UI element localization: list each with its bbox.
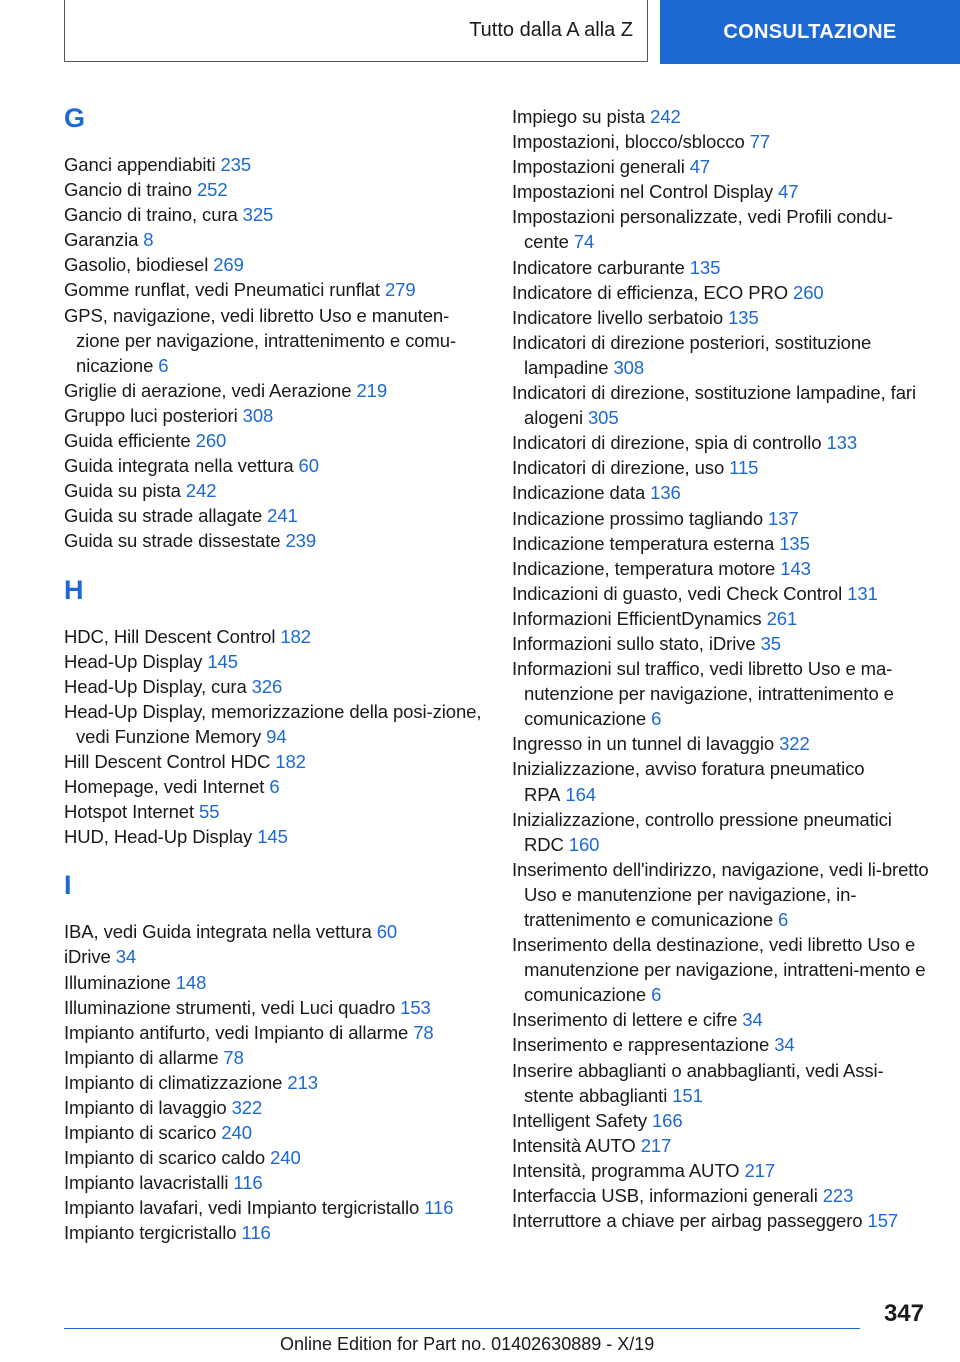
page-link[interactable]: 34 bbox=[742, 1009, 763, 1031]
page-link[interactable]: 326 bbox=[251, 675, 283, 697]
entry-term: Indicatori di direzione, spia di controllo bbox=[512, 432, 822, 454]
page-link[interactable]: 239 bbox=[285, 530, 317, 552]
entry-term: Impianto di allarme bbox=[64, 1046, 219, 1068]
page-link[interactable]: 6 bbox=[651, 984, 662, 1006]
entry-term: iDrive bbox=[64, 946, 111, 968]
entry-term: Guida su strade allagate bbox=[64, 505, 263, 527]
page-link[interactable]: 217 bbox=[744, 1159, 776, 1181]
index-entry bbox=[64, 824, 484, 849]
index-entry bbox=[64, 674, 484, 699]
index-entry bbox=[512, 606, 932, 631]
page-link[interactable]: 240 bbox=[221, 1122, 252, 1144]
index-entry bbox=[512, 506, 932, 531]
entry-term: Garanzia bbox=[64, 229, 139, 251]
page-link[interactable]: 60 bbox=[298, 455, 319, 477]
entry-term: Intensità, programma AUTO bbox=[512, 1159, 740, 1181]
entry-term: Head-Up Display, memorizzazione della posi-zione, vedi Funzione Memory bbox=[64, 700, 482, 747]
entry-term: Impianto lavacristalli bbox=[64, 1172, 229, 1194]
index-entry bbox=[64, 277, 484, 302]
page-link[interactable]: 116 bbox=[233, 1172, 263, 1194]
page-link[interactable]: 74 bbox=[573, 231, 595, 253]
entry-term: Indicazioni di guasto, vedi Check Control bbox=[512, 582, 843, 604]
entry-term: Illuminazione strumenti, vedi Luci quadro bbox=[64, 996, 396, 1018]
entry-term: Gancio di traino bbox=[64, 179, 192, 201]
chapter-tab[interactable]: CONSULTAZIONE bbox=[660, 0, 960, 64]
entry-term: Hotspot Internet bbox=[64, 801, 195, 823]
page-link[interactable]: 60 bbox=[376, 921, 398, 943]
page-link[interactable]: 217 bbox=[640, 1134, 672, 1156]
entry-term: Informazioni sul traffico, vedi libretto Uso e ma-nutenzione per navigazione, intrattenimento e comunicazione bbox=[512, 658, 894, 730]
page-link[interactable]: 135 bbox=[689, 256, 721, 278]
entry-term: Impostazioni generali bbox=[512, 156, 685, 178]
index-entry bbox=[512, 204, 932, 254]
entry-term: Indicazione temperatura esterna bbox=[512, 532, 775, 554]
index-entry bbox=[64, 1045, 484, 1070]
entry-term: HUD, Head-Up Display bbox=[64, 826, 253, 848]
entry-term: Griglie di aerazione, vedi Aerazione bbox=[64, 379, 352, 401]
entry-term: IBA, vedi Guida integrata nella vettura bbox=[64, 921, 372, 943]
entry-term: Intelligent Safety bbox=[512, 1109, 647, 1131]
page-link[interactable]: 269 bbox=[213, 254, 244, 276]
page-link[interactable]: 135 bbox=[728, 306, 759, 328]
entry-term: Impianto di lavaggio bbox=[64, 1097, 227, 1118]
index-entry bbox=[64, 1095, 484, 1120]
entry-term: Intensità AUTO bbox=[512, 1134, 636, 1156]
page-link[interactable]: 213 bbox=[287, 1071, 318, 1093]
entry-term: Gasolio, biodiesel bbox=[64, 254, 209, 276]
page-link[interactable]: 252 bbox=[196, 179, 228, 201]
entry-term: Informazioni sullo stato, iDrive bbox=[512, 632, 756, 654]
entry-term: Inserimento e rappresentazione bbox=[512, 1034, 770, 1056]
entry-term: Illuminazione bbox=[64, 971, 171, 993]
index-entry bbox=[64, 227, 484, 252]
entry-term: Inserimento della destinazione, vedi libretto Uso e manutenzione per navigazione, intratteni-mento e comunicazione bbox=[512, 934, 926, 1006]
page-link[interactable]: 166 bbox=[651, 1109, 683, 1131]
index-entry bbox=[512, 305, 932, 330]
page-link[interactable]: 308 bbox=[242, 404, 274, 426]
entry-term: Inizializzazione, avviso foratura pneumatico RPA bbox=[512, 758, 865, 805]
page-link[interactable]: 148 bbox=[175, 971, 207, 993]
index-column-left bbox=[64, 100, 484, 1246]
index-entry bbox=[512, 154, 932, 179]
page-link[interactable]: 115 bbox=[729, 457, 759, 479]
entry-term: Homepage, vedi Internet bbox=[64, 776, 265, 798]
page-link[interactable]: 94 bbox=[266, 725, 287, 747]
page-link[interactable]: 242 bbox=[650, 106, 681, 127]
index-entry bbox=[64, 1070, 484, 1095]
page-link[interactable]: 35 bbox=[760, 632, 781, 654]
entry-term: Indicatore livello serbatoio bbox=[512, 306, 724, 328]
index-entry bbox=[64, 1170, 484, 1195]
index-entry bbox=[64, 453, 484, 478]
index-entry bbox=[512, 179, 932, 204]
page-link[interactable]: 6 bbox=[651, 708, 662, 730]
page-link[interactable]: 34 bbox=[115, 946, 137, 968]
entry-term: Guida su pista bbox=[64, 480, 181, 502]
entry-term: Impianto di scarico caldo bbox=[64, 1147, 266, 1169]
index-section bbox=[64, 867, 484, 1245]
index-entry bbox=[512, 1133, 932, 1158]
page-link[interactable]: 151 bbox=[672, 1084, 703, 1106]
index-entry bbox=[64, 202, 484, 227]
index-entry bbox=[512, 631, 932, 656]
index-entry bbox=[512, 330, 932, 380]
page-link[interactable]: 78 bbox=[223, 1046, 244, 1068]
index-entry bbox=[64, 970, 484, 995]
index-entry bbox=[64, 649, 484, 674]
index-entry bbox=[64, 428, 484, 453]
index-entry bbox=[512, 857, 932, 932]
index-entry bbox=[512, 932, 932, 1007]
section-letter: H bbox=[64, 574, 84, 605]
page-link[interactable]: 240 bbox=[270, 1147, 301, 1169]
index-entry bbox=[512, 1108, 932, 1133]
page-link[interactable]: 157 bbox=[867, 1210, 899, 1232]
entry-term: Head-Up Display bbox=[64, 650, 203, 672]
page-header bbox=[64, 0, 960, 64]
index-entry bbox=[64, 1020, 484, 1045]
index-entry bbox=[512, 531, 932, 556]
index-column-right bbox=[512, 104, 932, 1233]
index-entry bbox=[64, 944, 484, 969]
section-title: Tutto dalla A alla Z bbox=[64, 0, 648, 62]
entry-term: HDC, Hill Descent Control bbox=[64, 625, 276, 647]
page-link[interactable]: 279 bbox=[384, 279, 416, 301]
index-entry bbox=[512, 280, 932, 305]
index-entry bbox=[64, 303, 484, 378]
index-entry bbox=[512, 756, 932, 806]
page-link[interactable]: 47 bbox=[778, 181, 799, 203]
index-entry bbox=[512, 430, 932, 455]
index-entry bbox=[64, 528, 484, 553]
index-entry bbox=[512, 480, 932, 505]
entry-term: Impianto antifurto, vedi Impianto di allarme bbox=[64, 1021, 409, 1043]
index-entry bbox=[64, 503, 484, 528]
index-section bbox=[64, 100, 484, 554]
entry-term: Indicatori di direzione, sostituzione lampadine, fari alogeni bbox=[512, 382, 916, 429]
entry-term: Inserire abbaglianti o anabbaglianti, vedi Assi-stente abbaglianti bbox=[512, 1059, 884, 1106]
index-entry bbox=[512, 807, 932, 857]
entry-term: Impostazioni, blocco/sblocco bbox=[512, 131, 745, 153]
page-link[interactable]: 6 bbox=[158, 354, 169, 376]
page-link[interactable]: 137 bbox=[768, 507, 799, 529]
page-link[interactable]: 77 bbox=[749, 131, 771, 153]
page-link[interactable]: 131 bbox=[847, 582, 878, 604]
page-link[interactable]: 322 bbox=[779, 733, 810, 755]
section-letter: I bbox=[64, 870, 72, 901]
page-link[interactable]: 182 bbox=[280, 625, 311, 647]
entry-term: Impianto di scarico bbox=[64, 1122, 217, 1144]
page-link[interactable]: 145 bbox=[207, 650, 238, 672]
page-link[interactable]: 219 bbox=[356, 379, 388, 401]
index-entry bbox=[64, 403, 484, 428]
page-link[interactable]: 116 bbox=[424, 1197, 454, 1219]
entry-term: Ganci appendiabiti bbox=[64, 154, 216, 175]
page-link[interactable]: 235 bbox=[220, 154, 252, 175]
page-link[interactable]: 182 bbox=[275, 750, 306, 772]
entry-term: Inizializzazione, controllo pressione pneumatici RDC bbox=[512, 808, 892, 855]
index-entry bbox=[512, 1007, 932, 1032]
entry-term: Guida efficiente bbox=[64, 430, 191, 452]
entry-term: Impiego su pista bbox=[512, 106, 646, 127]
page-link[interactable]: 55 bbox=[199, 801, 220, 823]
page-link[interactable]: 145 bbox=[257, 826, 288, 848]
entry-term: Indicatore carburante bbox=[512, 256, 685, 278]
page-link[interactable]: 223 bbox=[822, 1185, 854, 1207]
index-entry bbox=[512, 1208, 932, 1233]
index-entry bbox=[64, 799, 484, 824]
page-link[interactable]: 261 bbox=[766, 607, 798, 629]
index-entry bbox=[512, 129, 932, 154]
page-link[interactable]: 160 bbox=[568, 833, 600, 855]
page-link[interactable]: 164 bbox=[565, 783, 596, 805]
index-entry bbox=[512, 104, 932, 129]
footer-divider bbox=[64, 1328, 860, 1329]
page-link[interactable]: 260 bbox=[195, 430, 227, 452]
entry-term: Informazioni EfficientDynamics bbox=[512, 607, 762, 629]
entry-term: Head-Up Display, cura bbox=[64, 675, 247, 697]
index-entry bbox=[512, 556, 932, 581]
page-link[interactable]: 308 bbox=[613, 356, 645, 378]
index-entry bbox=[64, 1120, 484, 1145]
entry-term: Inserimento dell'indirizzo, navigazione, vedi li-bretto Uso e manutenzione per navigazione, in-trattenimento e comunicazione bbox=[512, 858, 929, 930]
index-entry bbox=[64, 152, 484, 177]
index-entry bbox=[64, 1145, 484, 1170]
index-section bbox=[64, 572, 484, 850]
entry-term: Interfaccia USB, informazioni generali bbox=[512, 1185, 818, 1207]
page-link[interactable]: 6 bbox=[269, 776, 280, 798]
entry-term: Impianto lavafari, vedi Impianto tergicristallo bbox=[64, 1197, 420, 1219]
entry-term: Impostazioni nel Control Display bbox=[512, 181, 774, 203]
page-link[interactable]: 34 bbox=[774, 1034, 795, 1056]
index-entry bbox=[512, 255, 932, 280]
entry-term: Indicatore di efficienza, ECO PRO bbox=[512, 281, 789, 303]
page-link[interactable]: 78 bbox=[413, 1021, 434, 1043]
index-entry bbox=[512, 1058, 932, 1108]
index-entry bbox=[64, 177, 484, 202]
entry-term: Interruttore a chiave per airbag passeggero bbox=[512, 1210, 863, 1232]
index-entry bbox=[64, 624, 484, 649]
index-entry bbox=[64, 699, 484, 749]
index-entry bbox=[64, 919, 484, 944]
index-entry bbox=[64, 749, 484, 774]
index-entry bbox=[64, 1220, 484, 1245]
page-link[interactable]: 133 bbox=[826, 432, 858, 454]
page-link[interactable]: 305 bbox=[587, 407, 619, 429]
entry-term: Gomme runflat, vedi Pneumatici runflat bbox=[64, 279, 380, 301]
page-link[interactable]: 8 bbox=[143, 229, 154, 251]
index-entry bbox=[64, 478, 484, 503]
index-entry bbox=[64, 252, 484, 277]
page-link[interactable]: 153 bbox=[400, 996, 431, 1018]
entry-term: Hill Descent Control HDC bbox=[64, 750, 271, 772]
index-entry bbox=[64, 1195, 484, 1220]
index-entry bbox=[64, 378, 484, 403]
index-entry bbox=[512, 581, 932, 606]
page-link[interactable]: 260 bbox=[793, 281, 824, 303]
entry-term: Indicazione prossimo tagliando bbox=[512, 507, 764, 529]
page-number: 347 bbox=[883, 1300, 924, 1327]
entry-term: Guida integrata nella vettura bbox=[64, 455, 294, 477]
page-link[interactable]: 242 bbox=[185, 480, 217, 502]
entry-term: Indicazione, temperatura motore bbox=[512, 557, 776, 579]
page-link[interactable]: 241 bbox=[267, 505, 298, 527]
entry-term: Impianto tergicristallo bbox=[64, 1222, 237, 1244]
page-link[interactable]: 6 bbox=[778, 909, 789, 930]
index-entry bbox=[512, 455, 932, 480]
entry-term: Impianto di climatizzazione bbox=[64, 1071, 283, 1093]
entry-term: GPS, navigazione, vedi libretto Uso e manuten-zione per navigazione, intrattenimento e comu-nicazione bbox=[64, 304, 457, 376]
edition-note: Online Edition for Part no. 01402630889 - X/19 bbox=[280, 1334, 655, 1354]
entry-term: Gruppo luci posteriori bbox=[64, 404, 238, 426]
index-entry bbox=[512, 1183, 932, 1208]
page-link[interactable]: 47 bbox=[689, 156, 711, 178]
page-link[interactable]: 325 bbox=[242, 204, 274, 226]
index-entry bbox=[512, 380, 932, 430]
page-link[interactable]: 143 bbox=[780, 557, 811, 579]
index-entry bbox=[64, 774, 484, 799]
entry-term: Indicatori di direzione, uso bbox=[512, 457, 725, 479]
entry-term: Guida su strade dissestate bbox=[64, 530, 281, 552]
index-entry bbox=[512, 731, 932, 756]
entry-term: Inserimento di lettere e cifre bbox=[512, 1009, 738, 1031]
page-link[interactable]: 322 bbox=[231, 1097, 263, 1118]
entry-term: Indicazione data bbox=[512, 482, 646, 504]
entry-term: Impostazioni personalizzate, vedi Profili condu-cente bbox=[512, 206, 893, 253]
index-entry bbox=[512, 1158, 932, 1183]
index-entry bbox=[512, 1032, 932, 1057]
index-entry bbox=[64, 995, 484, 1020]
entry-term: Gancio di traino, cura bbox=[64, 204, 238, 226]
index-entry bbox=[512, 656, 932, 731]
entry-term: Ingresso in un tunnel di lavaggio bbox=[512, 733, 775, 755]
page-link[interactable]: 136 bbox=[650, 482, 681, 504]
page-link[interactable]: 116 bbox=[241, 1222, 271, 1244]
page-link[interactable]: 135 bbox=[779, 532, 810, 554]
section-letter: G bbox=[64, 103, 86, 133]
entry-term: Indicatori di direzione posteriori, sostituzione lampadine bbox=[512, 331, 872, 378]
